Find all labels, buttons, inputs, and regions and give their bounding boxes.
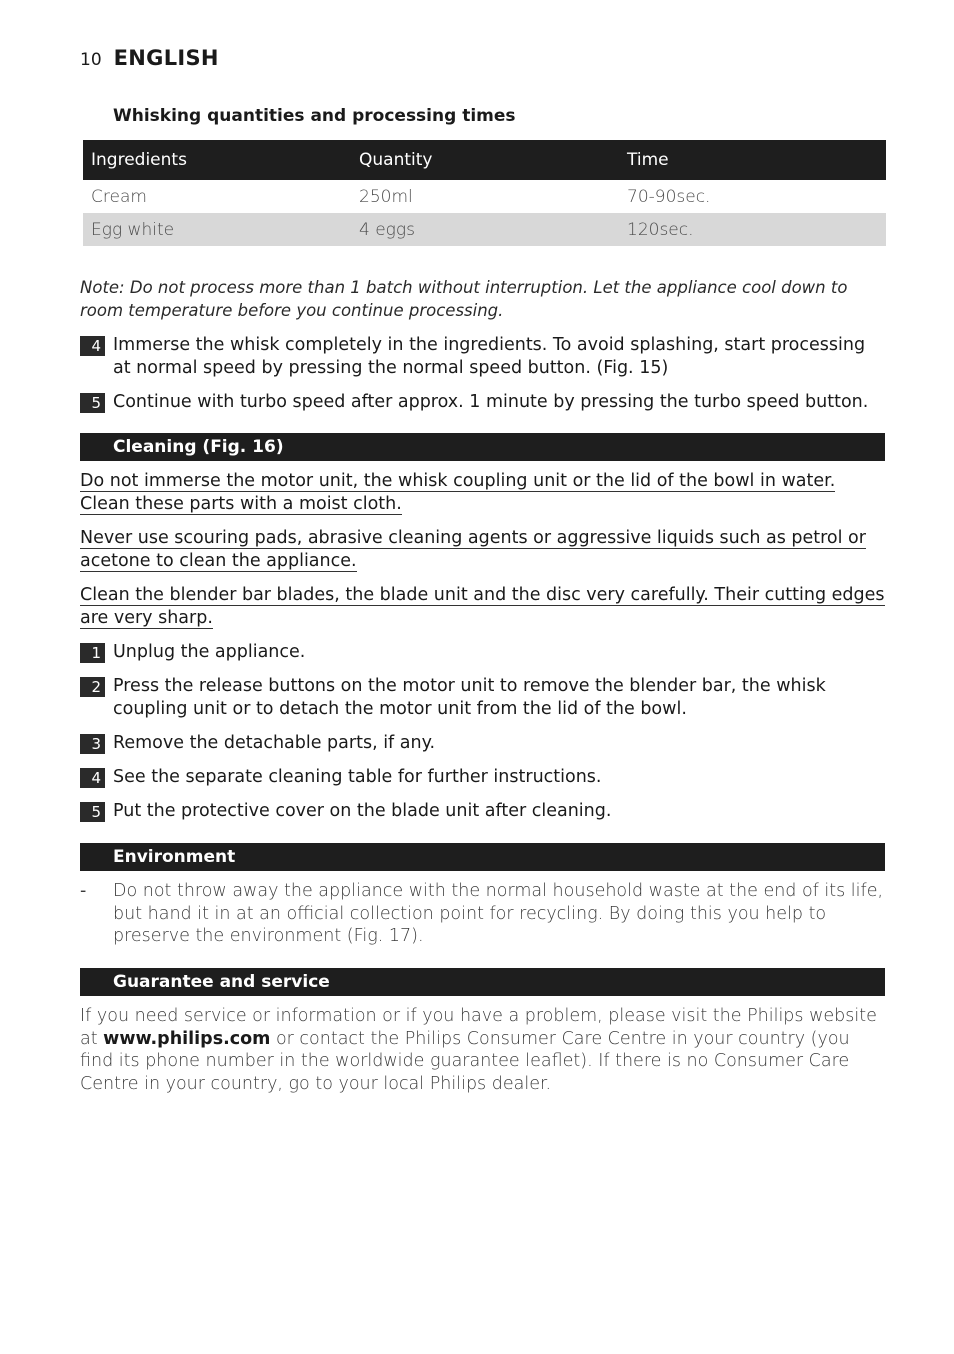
step-number: 1	[80, 643, 105, 663]
step-text: Put the protective cover on the blade unit after cleaning.	[113, 801, 612, 821]
step-text: Remove the detachable parts, if any.	[113, 733, 436, 753]
table-header-row	[83, 140, 886, 180]
step-number: 2	[80, 677, 105, 697]
step-text: See the separate cleaning table for further instructions.	[113, 767, 602, 787]
table-row	[83, 213, 886, 246]
step-item	[80, 334, 886, 380]
step-item	[80, 391, 886, 414]
step-text: Press the release buttons on the motor unit to remove the blender bar, the whisk coupling unit or to detach the motor unit from the lid of the bowl.	[113, 676, 826, 719]
warning-underlined-text: Never use scouring pads, abrasive cleaning agents or aggressive liquids such as petrol or acetone to clean the appliance.	[80, 528, 866, 571]
table-cell: Egg white	[83, 213, 351, 246]
table-cell: 250ml	[351, 180, 619, 213]
step-text: Immerse the whisk completely in the ingredients. To avoid splashing, start processing at normal speed by pressing the normal speed button. (Fig. 15)	[113, 335, 866, 378]
step-item	[80, 732, 886, 755]
step-number: 3	[80, 734, 105, 754]
warning-text	[80, 470, 886, 516]
step-number: 5	[80, 802, 105, 822]
column-header: Ingredients	[83, 140, 351, 180]
step-text: Continue with turbo speed after approx. 1 minute by pressing the turbo speed button.	[113, 392, 869, 412]
guarantee-text-after: or contact the Philips Consumer Care Centre in your country (you find its phone number in the worldwide guarantee leaflet). If there is no Consumer Care Centre in your country, go to your local Philips dealer.	[80, 1028, 850, 1094]
step-number: 4	[80, 768, 105, 788]
philips-website-link: www.philips.com	[103, 1028, 271, 1049]
dash-bullet: -	[80, 881, 87, 901]
environment-item	[80, 880, 886, 948]
whisk-table	[83, 140, 886, 246]
page-number: 10	[80, 50, 102, 70]
guarantee-text-before: If you need service or information or if you have a problem, please visit the Philips website at	[80, 1006, 877, 1049]
warning-text	[80, 584, 886, 630]
guarantee-paragraph	[80, 1005, 886, 1095]
whisk-table-title: Whisking quantities and processing times	[113, 106, 516, 126]
column-header: Quantity	[351, 140, 619, 180]
page-header	[80, 46, 219, 76]
table-row	[83, 180, 886, 213]
step-item	[80, 641, 886, 664]
warning-text	[80, 527, 886, 573]
table-cell: 4 eggs	[351, 213, 619, 246]
section-heading-guarantee: Guarantee and service	[80, 968, 885, 996]
column-header: Time	[619, 140, 886, 180]
environment-text: Do not throw away the appliance with the normal household waste at the end of its life, but hand it in at an official collection point for recycling. By doing this you help to preserve the environment (Fig. 17).	[113, 881, 884, 946]
table-cell: 70-90sec.	[619, 180, 886, 213]
step-item	[80, 766, 886, 789]
step-number: 4	[80, 336, 105, 356]
step-item	[80, 800, 886, 823]
step-text: Unplug the appliance.	[113, 642, 306, 662]
section-heading-cleaning: Cleaning (Fig. 16)	[80, 433, 885, 461]
warning-underlined-text: Do not immerse the motor unit, the whisk coupling unit or the lid of the bowl in water. Clean these parts with a moist cloth.	[80, 471, 836, 514]
note-text: Note: Do not process more than 1 batch without interruption. Let the appliance cool down to room temperature before you continue processing.	[80, 278, 848, 320]
warning-underlined-text: Clean the blender bar blades, the blade unit and the disc very carefully. Their cutting edges are very sharp.	[80, 585, 885, 628]
table-cell: Cream	[83, 180, 351, 213]
step-item	[80, 675, 886, 721]
language-label: ENGLISH	[113, 46, 219, 70]
section-heading-environment: Environment	[80, 843, 885, 871]
step-number: 5	[80, 393, 105, 413]
table-cell: 120sec.	[619, 213, 886, 246]
